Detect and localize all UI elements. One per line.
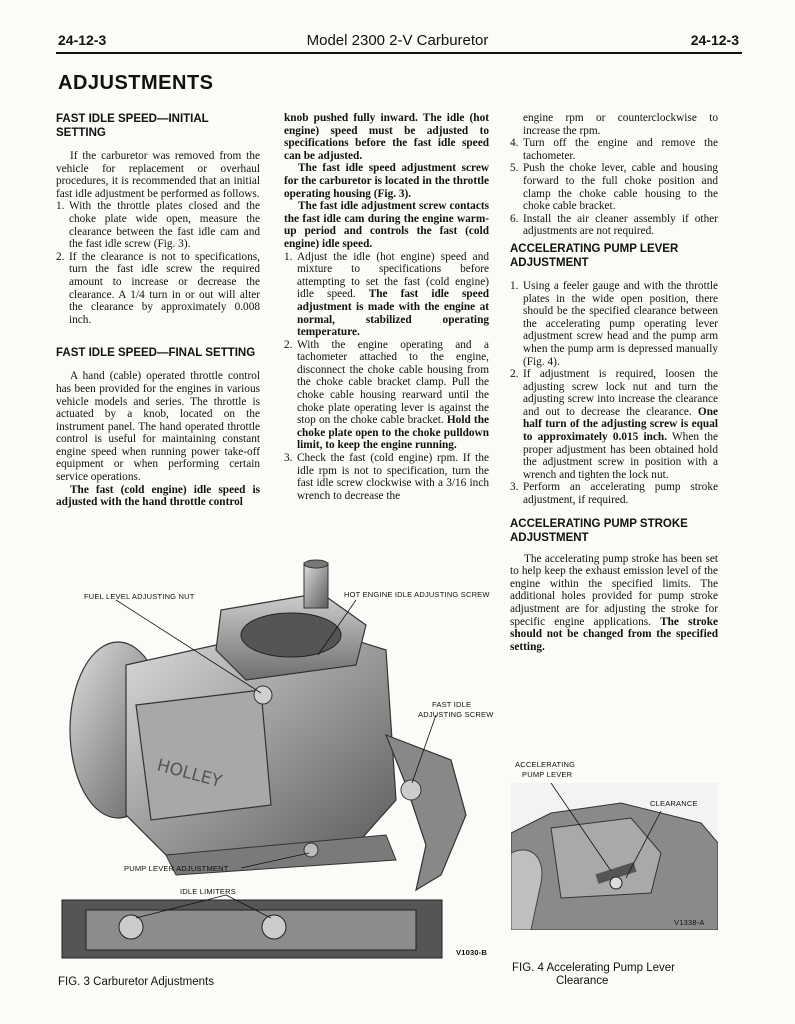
vent-tube: [304, 563, 328, 608]
label-pump-lever-adjustment: PUMP LEVER ADJUSTMENT: [124, 864, 229, 873]
figure-4-caption: FIG. 4 Accelerating Pump Lever: [512, 962, 675, 974]
heading-pump-stroke: ACCELERATING PUMP STROKE ADJUSTMENT: [510, 517, 688, 544]
list-item: 5. Push the choke lever, cable and housing forward to the full choke position and clamp the choke cable housing to the choke cable bracket.: [510, 162, 718, 213]
label-idle-limiters: IDLE LIMITERS: [180, 887, 236, 896]
page-number-right: 24-12-3: [690, 32, 739, 48]
list-item: 4. Turn off the engine and remove the tachometer.: [510, 137, 718, 162]
section-title: ADJUSTMENTS: [58, 72, 214, 94]
choke-bore: [241, 613, 341, 657]
list-item: 1. Adjust the idle (hot engine) speed and mixture to specifications before attempting to set the fast (cold engine) idle speed. The fast idle speed adjustment is made with the engine at normal, stabilized operating temperature.: [284, 250, 489, 339]
carburetor-illustration: [56, 555, 501, 965]
paragraph: If the carburetor was removed from the vehicle for replacement or overhaul procedures, it is recommended that an initial fast idle adjustment be performed as follows.: [56, 150, 260, 200]
column-1: [56, 112, 260, 509]
list-item: 2. If the clearance is not to specifications, turn the fast idle screw the required amount to increase or decrease the clearance. A 1/4 turn in or out will alter the clearance by approximately 0.008 inch.: [56, 250, 260, 326]
column-2: [284, 112, 489, 502]
label-fast-idle-screw: ADJUSTING SCREW: [418, 710, 494, 719]
list-item: 1. Using a feeler gauge and with the throttle plates in the wide open position, there should be the specified clearance between the accelerating pump operating lever adjustment screw head and the pump arm when the pump arm is depressed manually (Fig. 4).: [510, 279, 718, 368]
list-item: 2. With the engine operating and a tachometer attached to the engine, disconnect the choke cable housing from the choke cable bracket clamp. Pull the choke cable housing rearward until the choke plate operating lever is against the stop on the choke cable bracket. Hold the choke plate open to the choke pulldown limit, to keep the engine running.: [284, 338, 489, 452]
page-number-left: 24-12-3: [58, 32, 107, 48]
list-item: 2. If adjustment is required, loosen the adjusting screw lock nut and turn the adjusting screw into increase the clearance and out to decrease the clearance. One half turn of the adjusting screw is equal to approximately 0.015 inch. When the proper adjustment has been obtained hold the adjustment screw in position with a wrench and tighten the lock nut.: [510, 368, 718, 481]
figure-code: V1030-B: [456, 948, 488, 957]
adjusting-screw: [610, 877, 622, 889]
heading-pump-lever: ACCELERATING PUMP LEVER ADJUSTMENT: [510, 242, 679, 269]
figure-4-caption-line2: Clearance: [556, 975, 609, 987]
label-clearance: CLEARANCE: [650, 799, 698, 808]
paragraph-bold: The fast idle speed adjustment screw for the carburetor is located in the throttle operating housing (Fig. 3).: [284, 162, 489, 200]
paragraph-bold: The fast idle adjustment screw contacts the fast idle cam during the engine warm-up period and controls the fast (cold engine) idle speed.: [284, 200, 489, 250]
figure-code: V1338-A: [674, 918, 705, 927]
list-item: 3. Perform an accelerating pump stroke adjustment, if required.: [510, 481, 718, 507]
fuel-level-nut: [254, 686, 272, 704]
heading-fast-idle-final: FAST IDLE SPEED—FINAL SETTING: [56, 347, 256, 360]
figure-3-caption: FIG. 3 Carburetor Adjustments: [58, 976, 214, 988]
list-item: 1. With the throttle plates closed and the choke plate wide open, measure the clearance between the fast idle cam and the fast idle screw (Fig. 3).: [56, 200, 260, 251]
paragraph-bold: The fast (cold engine) idle speed is adjusted with the hand throttle control: [56, 483, 260, 509]
heading-fast-idle-initial: FAST IDLE SPEED—INITIAL SETTING: [56, 113, 209, 139]
paragraph: A hand (cable) operated throttle control has been provided for the engines in various vehicle models and series. The throttle is actuated by a knob, located on the instrument panel. The hand operated throttle control is useful for maintaining constant engine speed when running power take-off equipment or when performing certain service operations.: [56, 370, 260, 484]
idle-limiter-right: [262, 915, 286, 939]
pump-lever-screw: [304, 843, 318, 857]
fast-idle-screw: [401, 780, 421, 800]
label-pump-lever: PUMP LEVER: [522, 770, 573, 779]
label-fuel-level-nut: FUEL LEVEL ADJUSTING NUT: [84, 592, 195, 601]
document-title: Model 2300 2-V Carburetor: [306, 32, 489, 49]
label-accelerating: ACCELERATING: [515, 760, 576, 769]
paragraph: The accelerating pump stroke has been set to help keep the exhaust emission level of the engine within the specified limits. The additional holes provided for pump stroke adjustment are for adjusting the stroke for specific engine applications. The stroke should not be changed from the specified setting.: [510, 552, 719, 653]
holley-logo: HOLLEY: [154, 755, 224, 792]
paragraph-bold: knob pushed fully inward. The idle (hot engine) speed must be adjusted to specifications before the fast idle speed can be adjusted.: [284, 112, 489, 162]
label-hot-engine-screw: HOT ENGINE IDLE ADJUSTING SCREW: [344, 590, 490, 599]
list-item: engine rpm or counterclockwise to increase the rpm.: [523, 112, 718, 137]
float-bowl: [136, 690, 271, 820]
list-item: 3. Check the fast (cold engine) rpm. If the idle rpm is not to specification, turn the fast idle screw clockwise with a 3/16 inch wrench to decrease the: [284, 452, 489, 502]
idle-limiter-left: [119, 915, 143, 939]
header-rule: [56, 52, 742, 54]
column-3: [510, 112, 718, 653]
label-fast-idle: FAST IDLE: [432, 700, 472, 709]
list-item: 6. Install the air cleaner assembly if other adjustments are not required.: [510, 212, 718, 238]
throttle-linkage: [386, 735, 466, 890]
